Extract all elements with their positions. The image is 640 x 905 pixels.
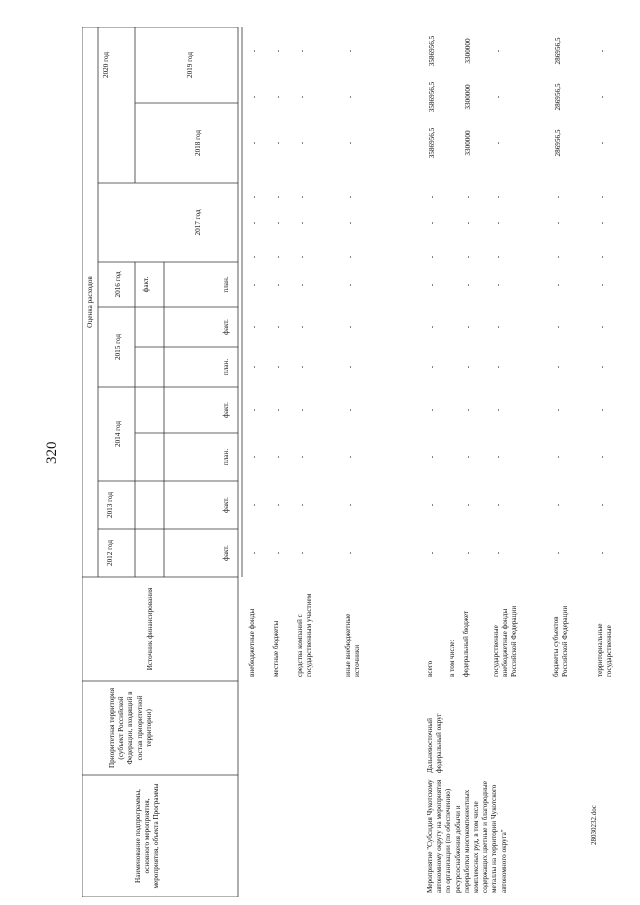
activity-territory: Дальневосточный федеральный округ xyxy=(426,713,444,773)
value-cell: - xyxy=(250,503,258,507)
value-cell: - xyxy=(274,141,282,145)
value-cell: - xyxy=(494,195,502,199)
value-cell: - xyxy=(554,551,562,555)
value-cell: - xyxy=(494,49,502,53)
value-cell: 3300000 xyxy=(464,84,472,110)
header-year-2014: 2014 год xyxy=(114,421,122,447)
source-cell: местные бюджеты xyxy=(272,620,280,677)
value-cell: - xyxy=(274,49,282,53)
source-cell: территориальные государственные xyxy=(596,623,614,677)
value-cell: - xyxy=(346,408,354,412)
value-cell: - xyxy=(298,221,306,225)
value-cell: - xyxy=(554,408,562,412)
value-cell: - xyxy=(464,365,472,369)
header-estimate: Оценка расходов xyxy=(86,276,94,328)
value-cell: - xyxy=(274,255,282,259)
value-cell: - xyxy=(250,283,258,287)
header-year-2019: 2019 год xyxy=(186,52,194,78)
header-territory: Приоритетная территория (субъект Российской Федерации, входящий в состав приоритетной территории) xyxy=(108,687,153,769)
value-cell: 3300000 xyxy=(464,38,472,64)
document-reference: 28030232.doc xyxy=(590,805,598,845)
header-fact-2012: факт. xyxy=(222,545,230,561)
source-cell: в том числе: xyxy=(448,639,456,677)
value-cell: - xyxy=(464,503,472,507)
value-cell: - xyxy=(346,455,354,459)
value-cell: - xyxy=(554,365,562,369)
source-cell: всего xyxy=(426,660,434,677)
value-cell: - xyxy=(274,283,282,287)
value-cell: - xyxy=(554,455,562,459)
value-cell: 3586956,5 xyxy=(428,81,436,113)
value-cell: - xyxy=(428,221,436,225)
value-cell: - xyxy=(494,455,502,459)
value-cell: 3300000 xyxy=(464,130,472,156)
value-cell: - xyxy=(250,408,258,412)
value-cell: - xyxy=(554,283,562,287)
value-cell: 286956,5 xyxy=(554,83,562,111)
source-cell: средства компаний с государственным участием xyxy=(296,593,314,677)
value-cell: - xyxy=(494,503,502,507)
source-cell: внебюджетные фонды xyxy=(248,608,256,677)
value-cell: - xyxy=(598,503,606,507)
budget-table xyxy=(82,27,620,897)
header-year-2020: 2020 год xyxy=(102,52,110,78)
source-cell: иные внебюджетные источники xyxy=(344,613,362,677)
value-cell: - xyxy=(554,325,562,329)
value-cell: - xyxy=(250,95,258,99)
value-cell: - xyxy=(250,49,258,53)
value-cell: - xyxy=(464,325,472,329)
value-cell: - xyxy=(346,325,354,329)
header-year-2018: 2018 год xyxy=(194,130,202,156)
value-cell: - xyxy=(274,195,282,199)
header-fact-2015: факт. xyxy=(222,319,230,335)
value-cell: - xyxy=(428,255,436,259)
header-source: Источник финансирования xyxy=(146,587,154,671)
value-cell: - xyxy=(464,455,472,459)
value-cell: - xyxy=(250,255,258,259)
value-cell: - xyxy=(598,408,606,412)
activity-name: Мероприятие "Субсидия Чукотскому автономному округу на мероприятия по организации (по обеспечению) ресурсоснабжения добычи и переработки многокомпонентных комплексных руд, в том числе содержащих цветные и благородные металлы на территории Чукотского автономного округа" xyxy=(426,779,508,893)
value-cell: - xyxy=(250,551,258,555)
value-cell: - xyxy=(598,551,606,555)
value-cell: - xyxy=(298,283,306,287)
header-fact-2016: факт. xyxy=(142,276,150,293)
value-cell: 3586956,5 xyxy=(428,127,436,159)
value-cell: - xyxy=(554,195,562,199)
value-cell: - xyxy=(250,141,258,145)
value-cell: - xyxy=(464,408,472,412)
value-cell: - xyxy=(274,455,282,459)
value-cell: - xyxy=(494,365,502,369)
value-cell: - xyxy=(598,283,606,287)
value-cell: - xyxy=(346,141,354,145)
header-plan-2014: план. xyxy=(222,448,230,466)
value-cell: - xyxy=(554,255,562,259)
value-cell: - xyxy=(494,255,502,259)
value-cell: - xyxy=(598,141,606,145)
value-cell: - xyxy=(298,141,306,145)
value-cell: - xyxy=(298,325,306,329)
value-cell: - xyxy=(346,551,354,555)
value-cell: - xyxy=(298,455,306,459)
value-cell: - xyxy=(598,49,606,53)
value-cell: - xyxy=(274,325,282,329)
value-cell: - xyxy=(598,365,606,369)
value-cell: - xyxy=(250,455,258,459)
source-cell: государственные внебюджетные фонды Российской Федерации xyxy=(492,605,519,677)
value-cell: - xyxy=(298,255,306,259)
value-cell: - xyxy=(464,221,472,225)
header-fact-2013: факт. xyxy=(222,497,230,513)
value-cell: - xyxy=(250,221,258,225)
value-cell: - xyxy=(274,221,282,225)
page-number: 320 xyxy=(44,441,60,464)
header-year-2012: 2012 год xyxy=(106,540,114,566)
value-cell: - xyxy=(598,255,606,259)
value-cell: - xyxy=(428,455,436,459)
value-cell: - xyxy=(598,221,606,225)
value-cell: - xyxy=(464,551,472,555)
value-cell: 3586956,5 xyxy=(428,35,436,67)
value-cell: - xyxy=(346,49,354,53)
value-cell: - xyxy=(494,408,502,412)
header-year-2015: 2015 год xyxy=(114,334,122,360)
value-cell: - xyxy=(274,503,282,507)
header-year-2013: 2013 год xyxy=(106,492,114,518)
value-cell: - xyxy=(274,408,282,412)
value-cell: - xyxy=(428,503,436,507)
value-cell: - xyxy=(464,195,472,199)
source-cell: бюджеты субъектов Российской Федерации xyxy=(552,605,570,677)
value-cell: - xyxy=(428,408,436,412)
value-cell: - xyxy=(346,283,354,287)
value-cell: - xyxy=(250,365,258,369)
header-year-2017: 2017 год xyxy=(194,209,202,236)
value-cell: - xyxy=(250,195,258,199)
header-item-name: Наименование подпрограммы, основного мероприятия, мероприятия, объекта Программы xyxy=(134,783,161,889)
value-cell: - xyxy=(298,408,306,412)
value-cell: - xyxy=(428,325,436,329)
value-cell: - xyxy=(274,551,282,555)
value-cell: - xyxy=(346,255,354,259)
value-cell: - xyxy=(428,365,436,369)
value-cell: - xyxy=(464,255,472,259)
value-cell: 286956,5 xyxy=(554,129,562,157)
value-cell: - xyxy=(494,95,502,99)
value-cell: - xyxy=(428,195,436,199)
value-cell: - xyxy=(598,195,606,199)
value-cell: - xyxy=(346,503,354,507)
header-year-2016: 2016 год xyxy=(114,271,122,298)
value-cell: - xyxy=(494,283,502,287)
header-plan-2015: план. xyxy=(222,358,230,376)
value-cell: - xyxy=(250,325,258,329)
header-plan-2016: план. xyxy=(222,276,230,293)
value-cell: - xyxy=(346,95,354,99)
value-cell: - xyxy=(346,365,354,369)
value-cell: - xyxy=(298,49,306,53)
value-cell: - xyxy=(298,365,306,369)
value-cell: - xyxy=(494,141,502,145)
value-cell: - xyxy=(494,221,502,225)
value-cell: - xyxy=(346,221,354,225)
value-cell: - xyxy=(346,195,354,199)
value-cell: - xyxy=(298,551,306,555)
source-cell: федеральный бюджет xyxy=(462,610,470,677)
value-cell: - xyxy=(298,95,306,99)
value-cell: - xyxy=(554,503,562,507)
value-cell: - xyxy=(494,325,502,329)
value-cell: - xyxy=(598,95,606,99)
value-cell: - xyxy=(598,325,606,329)
value-cell: - xyxy=(598,455,606,459)
value-cell: - xyxy=(428,283,436,287)
value-cell: 286956,5 xyxy=(554,37,562,65)
value-cell: - xyxy=(298,195,306,199)
value-cell: - xyxy=(464,283,472,287)
value-cell: - xyxy=(298,503,306,507)
value-cell: - xyxy=(494,551,502,555)
value-cell: - xyxy=(274,95,282,99)
value-cell: - xyxy=(554,221,562,225)
value-cell: - xyxy=(274,365,282,369)
header-fact-2014: факт. xyxy=(222,402,230,418)
value-cell: - xyxy=(428,551,436,555)
